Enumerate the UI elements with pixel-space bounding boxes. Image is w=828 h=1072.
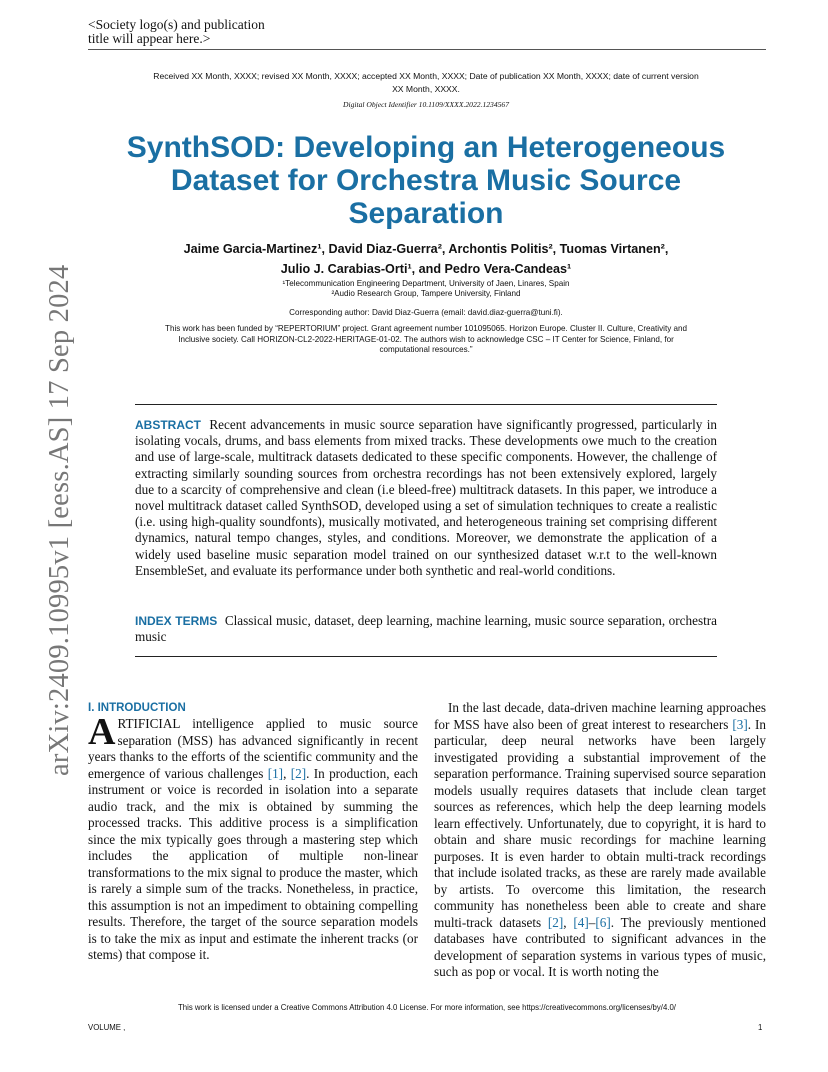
citation-separator: , [563,914,574,930]
intro-column-1 [88,711,418,964]
affiliations [200,279,652,299]
authors [140,239,712,279]
affiliation-1: ¹Telecommunication Engineering Department, University of Jaen, Linares, Spain [282,279,570,288]
citation-link[interactable]: [4] [573,914,589,930]
section-heading: I. INTRODUCTION [88,702,186,714]
citation-separator: , [283,765,291,781]
citation-link[interactable]: [2] [290,765,307,781]
abstract [135,417,717,579]
col1-text-b: . In production, each instrument or voice is recorded in isolation into a separate audio track, and the mix is obtained by summing the processed tracks. This additive process is a simplification since the mix typically goes through a mastering step which includes the application of multiple non-linear transformations to the mix signal to produce the master, which is rarely a simple sum of the tracks. Nonetheless, in practice, this assumption is not an impediment to obtaining compelling results. Therefore, the target of the source separation models is to take the mix as input and estimate the inherent tracks (or stems) that compose it. [88,765,418,962]
abstract-bottom-rule [135,656,717,657]
citation-link[interactable]: [6] [595,914,611,930]
abstract-text: Recent advancements in music source separation have significantly progressed, particularly in isolating vocals, drums, and bass elements from mixed tracks. These developments owe much to the creation and use of large-scale, multitrack datasets dedicated to these specific components. However, the challenge of extracting similarly sounding sources from orchestra recordings has not been extensively explored, largely due to a scarcity of comprehensive and clean (i.e bleed-free) multitrack datasets. In this paper, we introduce a novel multitrack dataset called SynthSOD, developed using a set of simulation techniques to create a realistic (i.e. using high-quality soundfonts), musically motivated, and heterogeneous training set comprising different dynamics, natural tempo changes, styles, and conditions. Moreover, we demonstrate the application of a widely used baseline music separation model trained on our synthesized dataset w.r.t to the well-known EnsembleSet, and evaluate its performance under both synthetic and real-world conditions. [135,417,717,578]
doi: Digital Object Identifier 10.1109/XXXX.2022.1234567 [342,100,510,109]
received-dates: Received XX Month, XXXX; revised XX Month, XXXX; accepted XX Month, XXXX; Date of publication XX Month, XXXX; date of current version XX Month, XXXX. [153,71,699,94]
index-terms-label: INDEX TERMS [135,614,218,628]
col2-text-a: In the last decade, data-driven machine learning approaches for MSS have also been of great interest to researchers [434,700,766,732]
authors-line-1: Jaime Garcia-Martinez¹, David Diaz-Guerra², Archontis Politis², Tuomas Virtanen², [183,242,669,256]
col1-text-a: RTIFICIAL intelligence applied to music source separation (MSS) has advanced significantly in recent years thanks to the efforts of the scientific community and the emergence of various challenges [88,716,418,781]
arxiv-stamp-container [14,264,75,780]
society-placeholder: <Society logo(s) and publication title will appear here.> [88,17,265,46]
dropcap: A [88,711,116,753]
intro-column-2 [434,700,766,981]
header-rule [88,49,766,50]
index-terms-text: Classical music, dataset, deep learning, machine learning, music source separation, orchestra music [135,613,717,645]
volume-label: VOLUME , [88,1023,126,1032]
corresponding-author: Corresponding author: David Diaz-Guerra (email: david.diaz-guerra@tuni.fi). [289,308,563,317]
arxiv-stamp: arXiv:2409.10995v1 [eess.AS] 17 Sep 2024 [44,264,75,776]
affiliation-2: ²Audio Research Group, Tampere University, Finland [331,289,521,298]
authors-line-2: Julio J. Carabias-Orti¹, and Pedro Vera-Candeas¹ [280,262,572,276]
col2-text-c: . The previously mentioned databases have contributed to significant advances in the development of separation systems in various types of music, such as pop or vocal. It is worth noting the [434,914,766,979]
page-number: 1 [758,1023,763,1032]
index-terms [135,613,717,645]
citation-link[interactable]: [2] [547,914,564,930]
abstract-label: ABSTRACT [135,418,201,432]
funding-note: This work has been funded by “REPERTORIUM” project. Grant agreement number 101095065. Horizon Europe. Cluster II. Culture, Creativity and Inclusive society. Call HORIZON-CL2-2022-HERITAGE-01-02. The authors wish to acknowledge CSC – IT Center for Science, Finland, for computational resources.” [165,324,687,354]
citation-link[interactable]: [1] [267,765,284,781]
paper-title: SynthSOD: Developing an Heterogeneous Dataset for Orchestra Music Source Separation [126,131,726,230]
col2-text-b: . In particular, deep neural networks have been largely investigated providing a substantial improvement of the separation performance. Training supervised source separation models usually requires datasets that include clean target sources as references, which help the deep learning models learn effectively. Unfortunately, due to copyright, it is hard to obtain and share music recordings for machine learning purposes. It is even harder to obtain multi-track recordings that include isolated tracks, as these are rarely made available by artists. To overcome this limitation, the research community has nonetheless been able to create and share multi-track datasets [434,716,766,930]
citation-range-dash: – [588,914,596,930]
abstract-top-rule [135,404,717,405]
citation-link[interactable]: [3] [732,716,748,732]
license-footer: This work is licensed under a Creative Commons Attribution 4.0 License. For more information, see https://creativecommons.org/licenses/by/4.0/ [178,1003,676,1012]
